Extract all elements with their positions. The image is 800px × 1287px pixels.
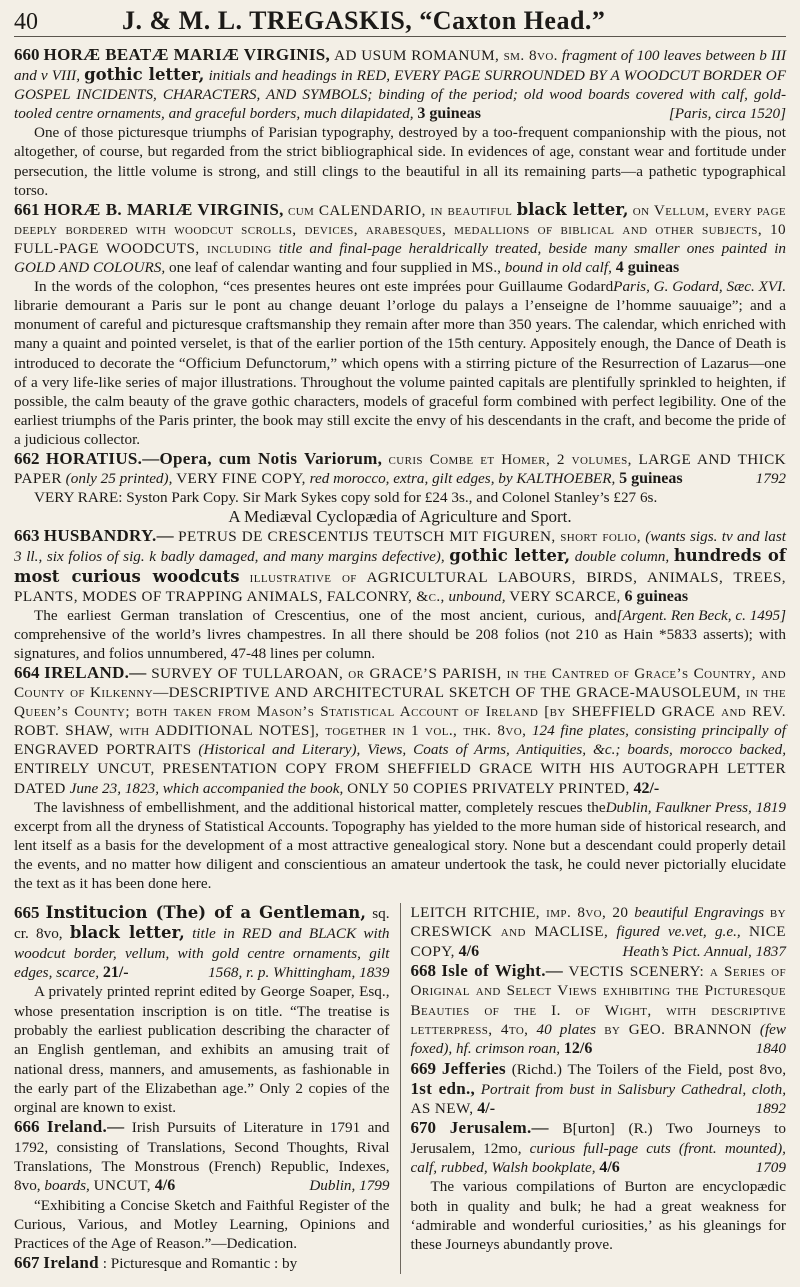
price: 42/- <box>633 779 660 797</box>
imprint: 1792 <box>755 470 786 488</box>
price: 4 guineas <box>615 259 680 277</box>
entry-number: 666 <box>14 1117 40 1137</box>
imprint: 1892 <box>755 1100 786 1118</box>
entry-662: 662 HORATIUS.—Opera, cum Notis Variorum, curis Combe et Homer, 2 volumes, LARGE AND THICK PAPER (only 25 printed), VERY FINE COPY, red morocco, extra, gilt edges, by KALTHOEBER, 5 guineas 1792 VERY RARE: Syston Park Copy. Sir Mark Sykes copy sold for £24 3s., and Colonel Stanley’s £27 6s. <box>14 448 786 507</box>
entry-665: 665 Institucion (The) of a Gentleman, sq. cr. 8vo, black letter, title in RED and BLACK with woodcut border, vellum, with gold centre ornaments, gilt edges, scarce, 21/- 1568, r. p. Whittingham, 1839 A privately printed reprint edited by George Soaper, Esq., whose presentation inscription is on title. “The treatise is probably the earliest publication describing the character of an English gentleman, and exhibits an amusing trait of national dress, manners, and amusements, as fashionable in the early part of the Elizabethan age.” Only 2 copies of the orginal are known to exist. <box>14 903 390 1117</box>
imprint: 1568, r. p. Whittingham, 1839 <box>208 964 390 982</box>
page-number: 40 <box>14 9 38 35</box>
entry-note: “Exhibiting a Concise Sketch and Faithful Register of the Curious, Various, and Motley Learning, Opinions and Practices of the Age of Reason.”—Dedication. <box>14 1196 390 1253</box>
imprint: Dublin, Faulkner Press, 1819 <box>605 798 786 816</box>
price: 12/6 <box>563 1040 593 1058</box>
entry-number: 669 <box>410 1058 436 1078</box>
entry-note: One of those picturesque triumphs of Parisian typography, destroyed by a too-frequent companionship with the pious, not altogether, of course, but regarded from the strict bibliographical side. In evidences of age, constant wear and fortitude under persecution, the little volume is strong, and still clings to the beautiful in all its remaining parts—a pathetic typographical torso. <box>14 124 786 199</box>
entry-number: 660 <box>14 45 40 64</box>
imprint: Dublin, 1799 <box>309 1177 390 1195</box>
price: 6 guineas <box>624 587 689 605</box>
entry-number: 667 <box>14 1253 40 1273</box>
imprint: 1709 <box>755 1158 786 1176</box>
entry-note: In the words of the colophon, “ces presentes heures ont este imprées pour Guillaume Godard librarie demourant a Paris sur le pont au change deuant l’orloge du palays a l’enseigne de l’homme sauuaige”; and a monument of careful and picturesque craftsmanship they remain after more than 350 years. The calendar, which enriched with many a quaint and pointed verselet, is that of the earlier portion of the 15th century. Appositely enough, the Dance of Death is introduced to decorate the “Officium Defunctorum,” which opens with a stirring picture of the Resurrection of Lazarus—one of a very life-like series of major illustrations. Throughout the volume painted capitals are plentifully sprinkled to heighten, if possible, the calm beauty of the grave gothic characters, models of graceful form combined with perfect legibility. One of the earliest triumphs of the Paris printer, the book may still excite the envy of his descendants in the craft, and become the pride of a judicious collector. <box>14 278 786 448</box>
entry-title: HORÆ B. MARIÆ VIRGINIS, <box>43 199 284 219</box>
section-heading: A Mediæval Cyclopædia of Agriculture and Sport. <box>228 507 572 527</box>
entry-note: The earliest German translation of Crescentius, one of the most ancient, curious, and comprehensive of the world’s livres champestres. In all there should be 208 folios (not 210 as Hain *5833 asserts); with signatures, and folios unnumbered, 47-48 lines per column. <box>14 606 786 662</box>
entry-number: 668 <box>410 961 436 981</box>
imprint: Heath’s Pict. Annual, 1837 <box>622 942 786 960</box>
entry-title: Jefferies <box>441 1058 506 1078</box>
entry-note: The various compilations of Burton are encyclopædic both in quality and bulk; he had a great weakness for ‘admirable and wonderful curiosities,’ as his gleanings for these Journeys abundantly prove. <box>410 1178 786 1254</box>
entry-title: Isle of Wight.— <box>441 961 564 981</box>
entry-660: 660 HORÆ BEATÆ MARIÆ VIRGINIS, AD USUM ROMANUM, sm. 8vo. fragment of 100 leaves between b III and v VIII, gothic letter, initials and headings in RED, EVERY PAGE SURROUNDED BY A WOODCUT BORDER OF GOSPEL INCIDENTS, CHARACTERS, AND SYMBOLS; binding of the period; old wood boards covered with calf, gold-tooled centre ornaments, and graceful borders, much dilapidated, 3 guineas [Paris, circa 1520] One of those picturesque triumphs of Parisian typography, destroyed by a too-frequent companionship with the pious, not altogether, of course, but regarded from the strict bibliographical side. In evidences of age, constant wear and fortitude under persecution, the little volume is strong, and still clings to the beautiful in all its remaining parts—a pathetic typographical torso. <box>14 45 787 199</box>
entry-title: Ireland.— <box>46 1117 125 1137</box>
entry-number: 662 <box>14 448 40 468</box>
two-column-section <box>14 903 786 1274</box>
entry-664: 664 IRELAND.— SURVEY OF TULLAROAN, or GRACE’S PARISH, in the Cantred of Grace’s Country, and County of Kilkenny—DESCRIPTIVE AND ARCHITECTURAL SKETCH OF THE GRACE-MAUSOLEUM, in the Queen’s County; both taken from Mason’s Statistical Account of Ireland [by SHEFFIELD GRACE and REV. ROBT. SHAW, with ADDITIONAL NOTES], together in 1 vol., thk. 8vo, 124 fine plates, consisting principally of ENGRAVED PORTRAITS (Historical and Literary), Views, Coats of Arms, Antiquities, &c.; boards, morocco backed, ENTIRELY UNCUT, PRESENTATION COPY FROM SHEFFIELD GRACE WITH HIS AUTOGRAPH LETTER DATED June 23, 1823, which accompanied the book, ONLY 50 COPIES PRIVATELY PRINTED, 42/- Dublin, Faulkner Press, 1819 The lavishness of embellishment, and the additional historical matter, completely rescues the excerpt from all the dryness of Statistical Accounts. Topography has yielded to the more human side of historical research, and lent itself as a basis for the development of a most attractive genealogical story. None but a descendant could properly detail the events, and no matter how diligent and conscientious an amateur undertook the task, he could never pictorially elucidate the text as it has been done here. <box>14 663 787 893</box>
entry-number: 661 <box>14 199 40 219</box>
left-column <box>14 903 390 1274</box>
entry-title: HORÆ BEATÆ MARIÆ VIRGINIS, <box>43 45 331 64</box>
entry-number: 665 <box>14 903 40 923</box>
entry-663: A Mediæval Cyclopædia of Agriculture and Sport. 663 HUSBANDRY.— PETRUS DE CRESCENTIJS TEUTSCH MIT FIGUREN, short folio, (wants sigs. tv and last 3 ll., six folios of sig. k badly damaged, and many margins defective), gothic letter, double column, hundreds of most curious woodcuts illustrative of AGRICULTURAL LABOURS, BIRDS, ANIMALS, TREES, PLANTS, MODES OF TRAPPING ANIMALS, FALCONRY, &c., unbound, VERY SCARCE, 6 guineas [Argent. Ren Beck, c. 1495] The earliest German translation of Crescentius, one of the most ancient, curious, and comprehensive of the world’s livres champestres. In all there should be 208 folios (not 210 as Hain *5833 asserts); with signatures, and folios unnumbered, 47-48 lines per column. <box>14 507 787 662</box>
entry-title: Jerusalem.— <box>449 1118 549 1138</box>
column-divider <box>400 903 401 1274</box>
entry-number: 670 <box>410 1118 436 1138</box>
entry-title: Institucion (The) of a Gentleman, <box>45 903 367 923</box>
entry-title: Ireland <box>43 1253 99 1273</box>
price: 21/- <box>102 964 129 982</box>
price: 3 guineas <box>417 105 481 123</box>
entry-note: The lavishness of embellishment, and the additional historical matter, completely rescues the excerpt from all the dryness of Statistical Accounts. Topography has yielded to the more human side of historical research, and lent itself as a basis for the development of a most attractive genealogical story. None but a descendant could properly detail the events, and no matter how diligent and conscientious an amateur undertook the task, he could never pictorially elucidate the text as it has been done here. <box>14 798 786 893</box>
price: 4/6 <box>458 942 480 960</box>
entry-669: 669 Jefferies (Richd.) The Toilers of the Field, post 8vo, 1st edn., Portrait from bust in Salisbury Cathedral, cloth, AS NEW, 4/- 1892 <box>410 1058 786 1118</box>
imprint: [Argent. Ren Beck, c. 1495] <box>616 606 786 624</box>
entry-title: HORATIUS.—Opera, cum Notis Variorum, <box>45 448 383 468</box>
price: 5 guineas <box>619 470 683 488</box>
entry-667-continued: LEITCH RITCHIE, imp. 8vo, 20 beautiful Engravings by CRESWICK and MACLISE, figured ve.vet, g.e., NICE COPY, 4/6 Heath’s Pict. Annual, 1837 <box>410 904 786 960</box>
price: 4/- <box>477 1100 496 1118</box>
price: 4/6 <box>154 1177 176 1195</box>
imprint: Paris, G. Godard, Sæc. XVI. <box>613 278 786 296</box>
entry-title: HUSBANDRY.— <box>43 526 174 546</box>
price: 4/6 <box>599 1158 620 1176</box>
page-header <box>14 6 786 37</box>
entry-note: A privately printed reprint edited by George Soaper, Esq., whose presentation inscription is on title. “The treatise is probably the earliest publication describing the character of an English gentleman, and exhibits an amusing trait of national dress, manners, and amusements, as fashionable in the early part of the Elizabethan age.” Only 2 copies of the orginal are known to exist. <box>14 983 390 1117</box>
entry-668: 668 Isle of Wight.— VECTIS SCENERY: a Series of Original and Select Views exhibiting the Picturesque Beauties of the I. of Wight, with descriptive letterpress, 4to, 40 plates by GEO. BRANNON (few foxed), hf. crimson roan, 12/6 1840 <box>410 961 787 1058</box>
imprint: [Paris, circa 1520] <box>668 105 786 123</box>
entry-note: VERY RARE: Syston Park Copy. Sir Mark Sykes copy sold for £24 3s., and Colonel Stanley’s £27 6s. <box>34 489 658 507</box>
entry-670: 670 Jerusalem.— B[urton] (R.) Two Journeys to Jerusalem, 12mo, curious full-page cuts (front. mounted), calf, rubbed, Walsh bookplate, 4/6 1709 The various compilations of Burton are encyclopædic both in quality and bulk; he had a great weakness for ‘admirable and wonderful curiosities,’ as his gleanings for these Journeys abundantly prove. <box>410 1118 786 1254</box>
entry-number: 664 <box>14 663 40 682</box>
entry-666: 666 Ireland.— Irish Pursuits of Literature in 1791 and 1792, consisting of Translations, Second Thoughts, Rival Translations, The Monstrous (French) Republic, Indexes, 8vo, boards, UNCUT, 4/6 Dublin, 1799 “Exhibiting a Concise Sketch and Faithful Register of the Curious, Various, and Motley Learning, Opinions and Practices of the Age of Reason.”—Dedication. <box>14 1117 390 1253</box>
entry-667: 667 Ireland : Picturesque and Romantic : by <box>14 1253 298 1273</box>
right-column <box>410 903 786 1274</box>
entry-number: 663 <box>14 526 40 546</box>
running-head: J. & M. L. TREGASKIS, “Caxton Head.” <box>122 6 606 35</box>
entry-661: 661 HORÆ B. MARIÆ VIRGINIS, cum CALENDARIO, in beautiful black letter, on Vellum, every page deeply bordered with woodcut scrolls, devices, arabesques, medallions of biblical and other subjects, 10 FULL-PAGE WOODCUTS, including title and final-page heraldrically treated, beside many smaller ones painted in GOLD AND COLOURS, one leaf of calendar wanting and four supplied in MS., bound in old calf, 4 guineas Paris, G. Godard, Sæc. XVI. In the words of the colophon, “ces presentes heures ont este imprées pour Guillaume Godard librarie demourant a Paris sur le pont au change deuant l’orloge du palays a l’enseigne de l’homme sauuaige”; and a monument of careful and picturesque craftsmanship they remain after more than 350 years. The calendar, which enriched with many a quaint and pointed verselet, is that of the earlier portion of the 15th century. Appositely enough, the Dance of Death is introduced to decorate the “Officium Defunctorum,” which opens with a stirring picture of the Resurrection of Lazarus—one of a very life-like series of major illustrations. Throughout the volume painted capitals are plentifully sprinkled to heighten, if possible, the calm beauty of the grave gothic characters, models of graceful form combined with perfect legibility. One of the earliest triumphs of the Paris printer, the book may still excite the envy of his descendants in the craft, and become the pride of a judicious collector. <box>14 199 787 448</box>
entry-title: IRELAND.— <box>44 663 147 682</box>
imprint: 1840 <box>755 1040 786 1058</box>
